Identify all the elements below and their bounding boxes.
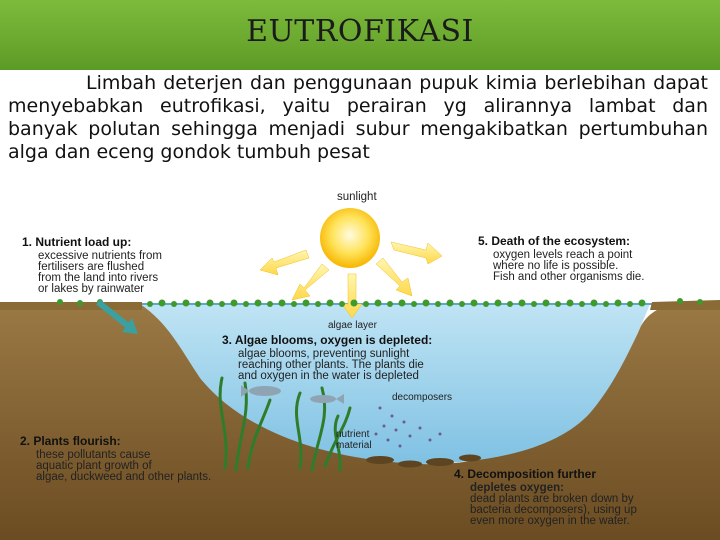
intro-paragraph: [8, 72, 708, 164]
step3-text: [238, 348, 427, 382]
step3-line-3: and oxygen in the water is depleted: [238, 370, 419, 382]
step4-title: 4. Decomposition further: [454, 467, 597, 481]
step2-title: 2. Plants flourish:: [20, 434, 121, 448]
step3-title: 3. Algae blooms, oxygen is depleted:: [222, 333, 433, 347]
step4-line-2: dead plants are broken down by: [470, 493, 634, 505]
step5-title: 5. Death of the ecosystem:: [478, 234, 631, 248]
step1-line-4: or lakes by rainwater: [38, 283, 145, 295]
step1-title: 1. Nutrient load up:: [22, 235, 132, 249]
eutrophication-diagram: [0, 178, 720, 540]
nutrient-material-label: [336, 429, 372, 451]
step3-line-2: reaching other plants. The plants die: [238, 359, 424, 371]
step3-line-1: algae blooms, preventing sunlight: [238, 348, 410, 360]
sunlight-label: sunlight: [337, 191, 377, 203]
nutrient-material-line-2: material: [336, 440, 372, 451]
step2-line-2: aquatic plant growth of: [36, 460, 152, 472]
step5-line-1: oxygen levels reach a point: [493, 249, 633, 261]
step5-line-2: where no life is possible.: [493, 260, 619, 272]
step5-line-3: Fish and other organisms die.: [493, 271, 645, 283]
step4-line-1: depletes oxygen:: [470, 482, 564, 494]
step1-line-3: from the land into rivers: [38, 272, 159, 284]
step4-line-3: bacteria decomposers), using up: [470, 504, 637, 516]
step1-line-2: fertilisers are flushed: [38, 261, 145, 273]
intro-text: Limbah deterjen dan penggunaan pupuk kimia berlebihan dapat menyebabkan eutrofikasi, yaitu perairan yg alirannya lambat dan banyak polutan sehingga menjadi subur mengakibatkan pertumbuhan alga dan eceng gondok tumbuh pesat: [8, 72, 708, 163]
step4-line-4: even more oxygen in the water.: [470, 515, 630, 527]
decomposers-label: decomposers: [392, 392, 453, 403]
page-title: EUTROFIKASI: [246, 14, 474, 49]
step2-line-1: these pollutants cause: [36, 449, 151, 461]
step1-line-1: excessive nutrients from: [38, 250, 162, 262]
sun-icon: [320, 208, 380, 268]
nutrient-material-line-1: nutrient: [336, 429, 370, 440]
step2-line-3: algae, duckweed and other plants.: [36, 471, 212, 483]
algae-layer-label: algae layer: [328, 320, 377, 331]
